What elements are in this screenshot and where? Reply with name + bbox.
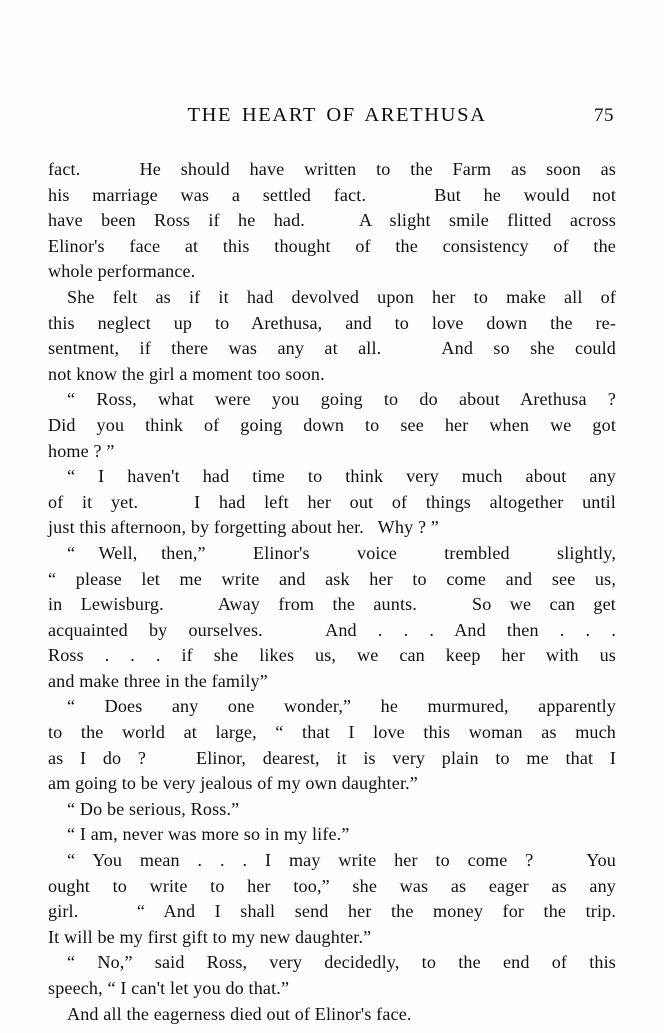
text-line: “ I am, never was more so in my life.” [67,824,350,845]
paragraph [48,464,616,541]
text-line: his marriage was a settled fact. But he would not [48,184,616,205]
text-line: have been Ross if he had. A slight smile flitted across [48,210,616,231]
paragraph [48,848,616,950]
text-line: Did you think of going down to see her when we got [48,414,616,435]
text-line: am going to be very jealous of my own daughter.” [48,773,418,794]
text-line: not know the girl a moment too soon. [48,363,325,384]
text-line: just this afternoon, by forgetting about her. Why ? ” [48,517,439,538]
text-line: fact. He should have written to the Farm as soon as [48,159,616,179]
body-text [48,157,616,1027]
text-line: She felt as if it had devolved upon her to make all of [67,286,616,307]
text-line: home ? ” [48,440,115,461]
text-line: this neglect up to Arethusa, and to love down the re- [48,312,616,333]
paragraph [48,797,616,823]
text-line: speech, “ I can't let you do that.” [48,978,290,998]
paragraph [48,157,616,285]
text-line: “ Well, then,” Elinor's voice trembled slightly, [67,542,616,563]
text-line: And all the eagerness died out of Elinor's face. [67,1003,412,1024]
text-line: acquainted by ourselves. And . . . And then . . . [48,619,616,640]
paragraph [48,694,616,796]
text-line: of it yet. I had left her out of things altogether until [48,491,616,512]
paragraph [48,822,616,848]
text-line: as I do ? Elinor, dearest, it is very plain to me that I [48,747,616,768]
text-line: It will be my first gift to my new daughter.” [48,926,372,947]
text-line: sentment, if there was any at all. And so she could [48,338,616,359]
paragraph [48,285,616,387]
text-line: “ Does any one wonder,” he murmured, apparently [67,696,616,717]
text-line: and make three in the family” [48,670,268,691]
text-line: to the world at large, “ that I love this woman as much [48,722,616,743]
text-line: “ please let me write and ask her to come and see us, [48,568,616,589]
text-line: Elinor's face at this thought of the consistency of the [48,235,616,256]
text-line: Ross . . . if she likes us, we can keep her with us [48,645,616,666]
text-line: “ You mean . . . I may write her to come ? You [67,850,616,871]
running-head [48,104,616,127]
paragraph [48,1002,616,1028]
text-line: “ I haven't had time to think very much about any [67,466,616,487]
page-number: 75 [594,105,614,126]
text-line: whole performance. [48,261,196,282]
text-line: ought to write to her too,” she was as eager as any [48,875,616,896]
paragraph [48,541,616,695]
text-line: in Lewisburg. Away from the aunts. So we can get [48,594,616,615]
page-title: THE HEART OF ARETHUSA [187,104,487,126]
text-line: “ No,” said Ross, very decidedly, to the end of this [67,952,616,973]
page-content [48,104,616,1027]
paragraph [48,387,616,464]
text-line: “ Ross, what were you going to do about Arethusa ? [67,389,616,410]
text-line: “ Do be serious, Ross.” [67,798,240,819]
text-line: girl. “ And I shall send her the money for the trip. [48,901,616,922]
paragraph [48,950,616,1001]
